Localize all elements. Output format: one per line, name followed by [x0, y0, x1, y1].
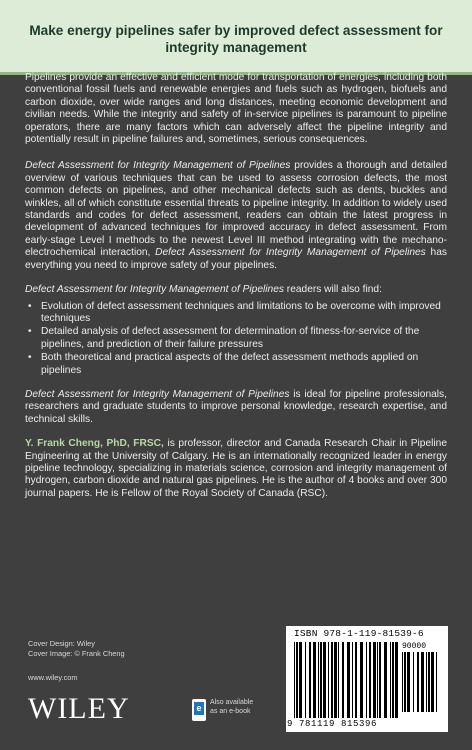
ebook-line-1: Also available: [210, 699, 254, 706]
intro-paragraph: Pipelines provide an effective and efficient mode for transportation of energies, including both conventional fossil fuels and renewable energies and fuels such as hydrogen, biofuels and carbon dioxide, over wide ranges and long distances, meeting economic development and civilian needs. While the integrity and safety of in-service pipelines is paramount to pipeline operators, there are many factors which can adversely affect the pipeline integrity and potentially result in pipeline failures and, sometimes, serious consequences.: [25, 72, 447, 146]
list-item: [25, 326, 447, 351]
author-bio: is professor, director and Canada Research Chair in Pipeline Engineering at the University of Calgary. He is an internationally recognized leader in energy pipeline technology, specializing in materials science, corrosion and integrity management of hydrogen, carbon dioxide and natural gas pipelines. He is the author of 4 books and over 300 journal papers. He is Fellow of the Royal Society of Canada (RSC).: [25, 438, 447, 499]
audience-paragraph: [25, 389, 447, 426]
book-title-ref: Defect Assessment for Integrity Management of Pipelines: [25, 284, 284, 296]
addon-barcode-icon: [402, 652, 440, 712]
publisher-url: www.wiley.com: [28, 673, 78, 682]
back-cover-text: [25, 74, 447, 512]
price-code: 90000: [402, 642, 427, 651]
list-item: [25, 301, 447, 326]
features-list: [25, 301, 447, 377]
bullet-icon: •: [28, 352, 32, 364]
overview-text-2: has everything you need to improve safety of your pipelines.: [25, 247, 447, 271]
book-title-ref: Defect Assessment for Integrity Management of Pipelines: [25, 388, 290, 400]
publisher-logo: WILEY: [28, 692, 130, 725]
cover-design-credit: Cover Design: Wiley: [28, 639, 95, 648]
features-intro: [25, 284, 447, 296]
book-title-ref: Defect Assessment for Integrity Management of Pipelines: [155, 247, 426, 259]
overview-paragraph: [25, 160, 447, 272]
author-paragraph: [25, 438, 447, 500]
ebook-line-2: as an e-book: [210, 708, 251, 715]
barcode-panel: [286, 626, 448, 732]
barcode-digits: 9 781119 815396: [287, 719, 378, 729]
list-item-text: Evolution of defect assessment techniques and limitations to be overcome with improved techniques: [41, 300, 441, 324]
isbn-text: ISBN 978-1-119-81539-6: [294, 628, 424, 639]
list-item-text: Both theoretical and practical aspects of the defect assessment methods applied on pipelines: [41, 352, 419, 376]
bullet-icon: •: [28, 300, 32, 312]
features-intro-text: readers will also find:: [283, 284, 382, 296]
list-item: [25, 352, 447, 377]
cover-credits: [28, 639, 125, 659]
page-title: Make energy pipelines safer by improved defect assessment for integrity management: [29, 23, 443, 55]
audience-text: is ideal for pipeline professionals, researchers and graduate students to improve personal knowledge, research expertise, and technical skills.: [25, 388, 447, 425]
ebook-icon: e: [192, 699, 206, 721]
author-name: Y. Frank Cheng, PhD, FRSC,: [25, 438, 164, 450]
cover-image-credit: Cover Image: © Frank Cheng: [28, 649, 125, 658]
overview-text-1: provides a thorough and detailed overview of various techniques that can be used to assess corrosion defects, the most common defects on pipelines, and other mechanical defects such as dents, buckles and winkles, all of which constitute essential threats to pipeline integrity. In addition to widely used standards and codes for defect assessment, readers can obtain the latest progress in development of advanced techniques for improved accuracy in defect assessment. From early-stage Level I methods to the newest Level III method integrating with the mechano-electrochemical interaction,: [25, 160, 447, 259]
book-title-ref: Defect Assessment for Integrity Management of Pipelines: [25, 160, 291, 172]
bullet-icon: •: [28, 326, 32, 338]
header-banner: [0, 0, 472, 72]
ebook-availability: [210, 698, 253, 716]
list-item-text: Detailed analysis of defect assessment for determination of fitness-for-service of the pipelines, and prediction of their failure pressures: [41, 326, 420, 350]
barcode-icon: [294, 642, 398, 718]
